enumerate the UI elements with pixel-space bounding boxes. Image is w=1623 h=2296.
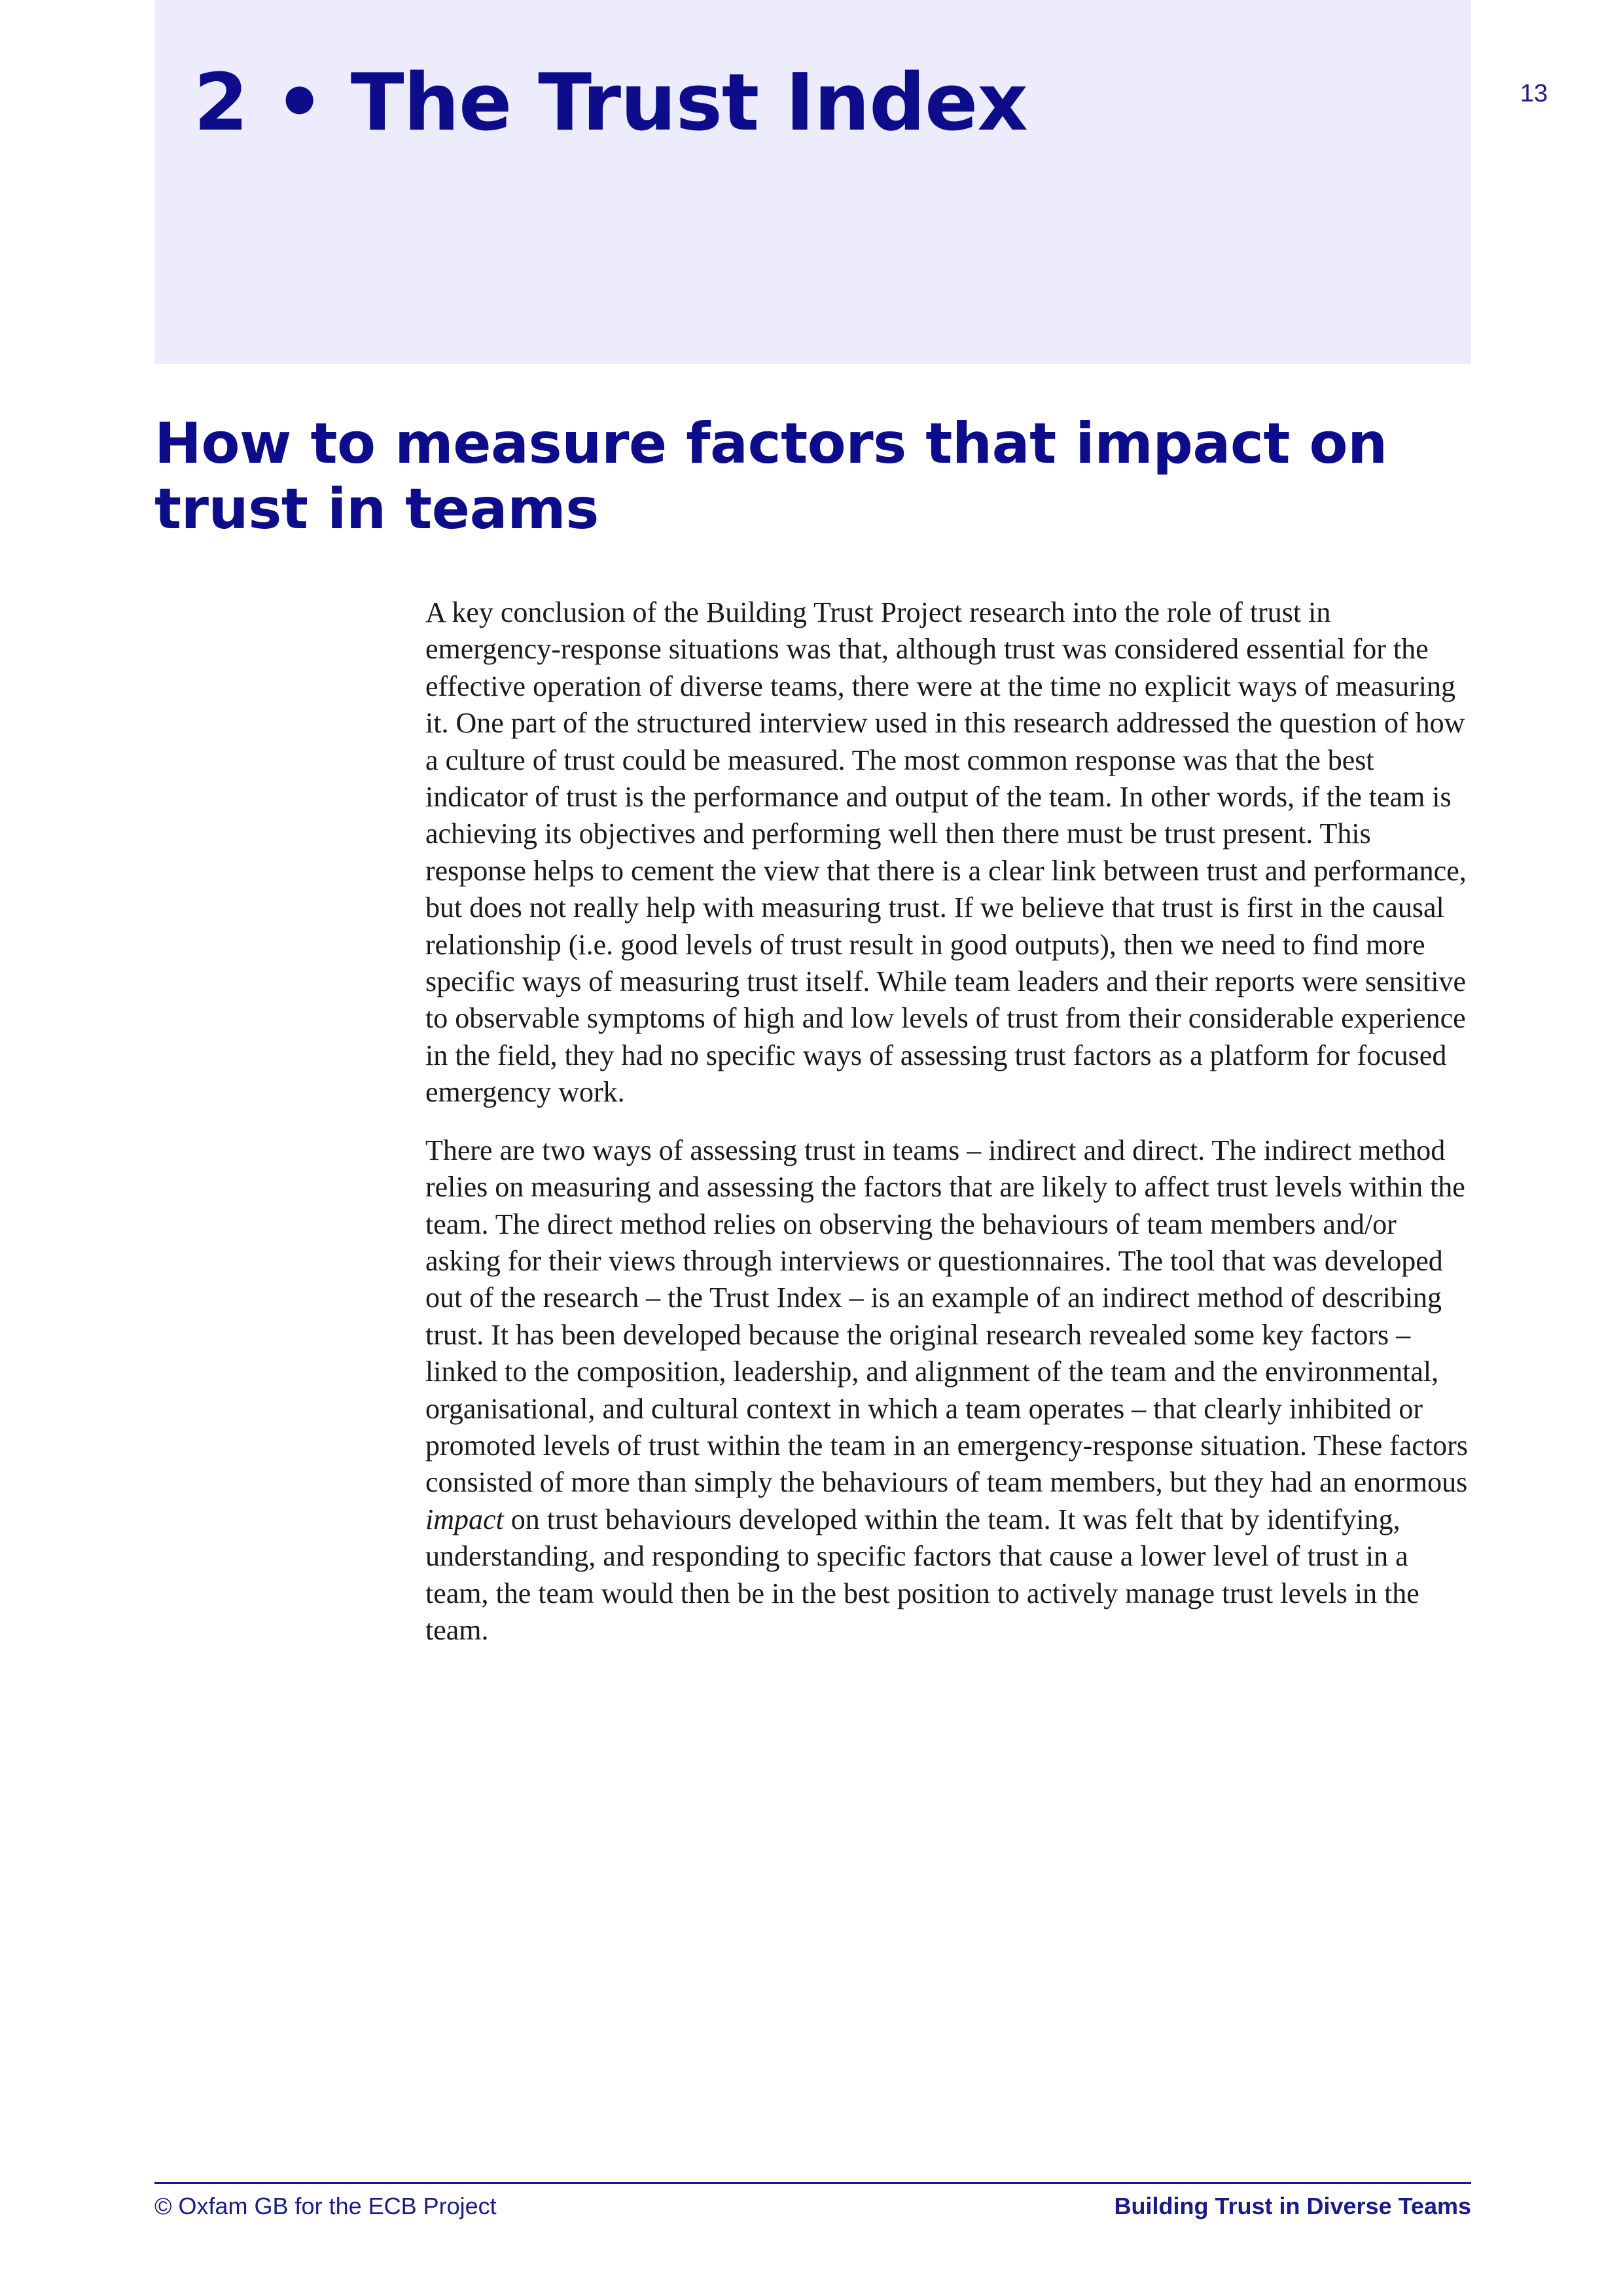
footer-publication-title: Building Trust in Diverse Teams xyxy=(1114,2193,1471,2219)
paragraph-2-text-end: on trust behaviours developed within the team. It was felt that by identifying, understanding, and responding to specific factors that cause a lower level of trust in a team, the team would then be in the best position to actively manage trust levels in the team. xyxy=(425,1503,1419,1646)
paragraph-2-emphasis: impact xyxy=(425,1503,504,1535)
body-text xyxy=(425,594,1472,1670)
paragraph-1: A key conclusion of the Building Trust Project research into the role of trust in emergency-response situations was that, although trust was considered essential for the effective operation of diverse teams, there were at the time no explicit ways of measuring it. One part of the structured interview used in this research addressed the question of how a culture of trust could be measured. The most common response was that the best indicator of trust is the performance and output of the team. In other words, if the team is achieving its objectives and performing well then there must be trust present. This response helps to cement the view that there is a clear link between trust and performance, but does not really help with measuring trust. If we believe that trust is first in the causal relationship (i.e. good levels of trust result in good outputs), then we need to find more specific ways of measuring trust itself. While team leaders and their reports were sensitive to observable symptoms of high and low levels of trust from their considerable experience in the field, they had no specific ways of assessing trust factors as a platform for focused emergency work. xyxy=(425,596,1467,1109)
paragraph-2 xyxy=(425,1132,1472,1649)
paragraph-2-text-start: There are two ways of assessing trust in teams – indirect and direct. The indirect method relies on measuring and assessing the factors that are likely to affect trust levels within the team. The direct method relies on observing the behaviours of team members and/or asking for their views through interviews or questionnaires. The tool that was developed out of the research – the Trust Index – is an example of an indirect method of describing trust. It has been developed because the original research revealed some key factors – linked to the composition, leadership, and alignment of the team and the environmental, organisational, and cultural context in which a team operates – that clearly inhibited or promoted levels of trust within the team in an emergency-response situation. These factors consisted of more than simply the behaviours of team members, but they had an enormous xyxy=(425,1134,1468,1499)
footer-divider xyxy=(154,2182,1471,2184)
chapter-banner xyxy=(154,0,1471,364)
chapter-title: 2 • The Trust Index xyxy=(194,58,1027,149)
section-heading: How to measure factors that impact on trust in teams xyxy=(154,411,1387,542)
footer-copyright: © Oxfam GB for the ECB Project xyxy=(154,2193,497,2219)
page-number: 13 xyxy=(1520,80,1548,107)
